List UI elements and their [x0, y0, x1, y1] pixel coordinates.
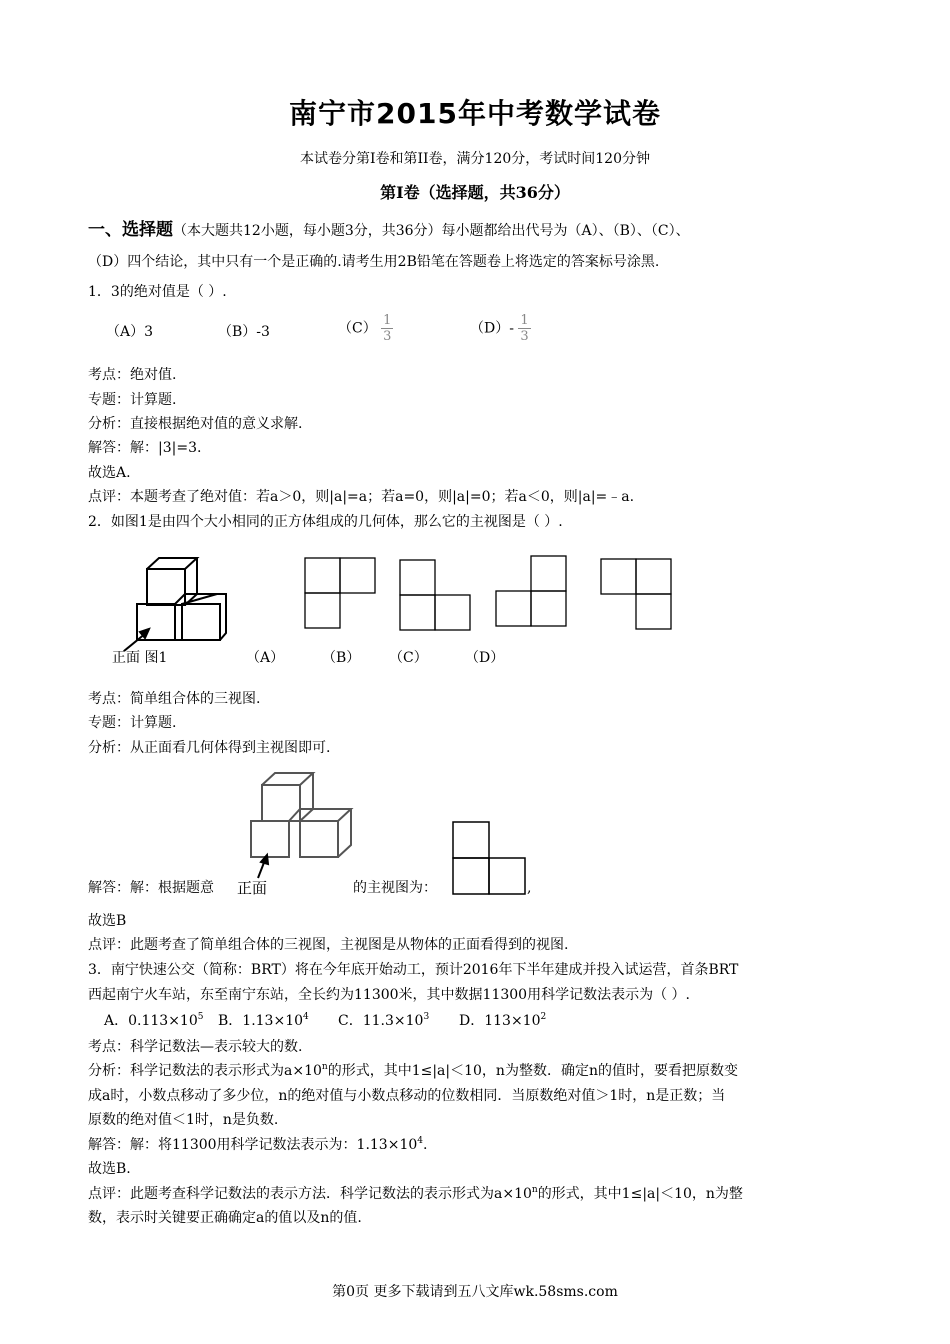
fraction-numerator: 1 — [520, 313, 529, 328]
q2-fenxi: 分析：从正面看几何体得到主视图即可. — [88, 740, 331, 756]
q3-stem-line2: 西起南宁火车站，东至南宁东站，全长约为11300米，其中数据11300用科学记数法表示为（ ）. — [88, 987, 690, 1003]
q2-figure-caption: 正面 图1 — [112, 650, 168, 666]
q2-dianping: 点评：此题考查了简单组合体的三视图，主视图是从物体的正面看得到的视图. — [88, 937, 569, 953]
q1-dianping: 点评：本题考查了绝对值：若a＞0，则|a|=a；若a=0，则|a|=0；若a＜0，则|a|=﹣a. — [88, 489, 635, 505]
q2-jieda-post: 的主视图为： — [353, 880, 437, 896]
page-title: 南宁市2015年中考数学试卷 — [289, 97, 661, 130]
q2-option-c-label: （C） — [389, 650, 428, 666]
q3-option-a — [104, 1011, 203, 1031]
exponent: n — [531, 1185, 538, 1195]
section1-intro-line2: （D）四个结论，其中只有一个是正确的.请考生用2B铅笔在答题卷上将选定的答案标号涂黑. — [88, 254, 660, 270]
part1-heading: 第I卷（选择题，共36分） — [380, 183, 570, 202]
q2-kaodian: 考点：简单组合体的三视图. — [88, 691, 261, 707]
option-base: C．11.3×10 — [338, 1013, 424, 1029]
fraction-denominator: 3 — [383, 329, 392, 344]
text-run: 的形式，其中1≤|a|＜10，n为整数．确定n的值时，要看把原数变 — [327, 1063, 738, 1079]
answer-view — [453, 822, 525, 894]
q3-fenxi-line3: 原数的绝对值＜1时，n是负数. — [88, 1112, 279, 1128]
q1-jieda: 解答：解：|3|=3. — [88, 440, 202, 456]
exponent: 4 — [417, 1136, 423, 1146]
q2-zhuanti: 专题：计算题. — [88, 715, 177, 731]
q1-guxuan: 故选A. — [88, 465, 131, 481]
q1-zhuanti: 专题：计算题. — [88, 392, 177, 408]
exponent: n — [321, 1062, 328, 1072]
text-run: 解答：解：将11300用科学记数法表示为：1.13×10 — [88, 1137, 418, 1153]
text-run: 点评：此题考查科学记数法的表示方法．科学记数法的表示形式为a×10 — [88, 1186, 532, 1202]
text-run: 分析：科学记数法的表示形式为a×10 — [88, 1063, 322, 1079]
q2-jieda-end: , — [527, 880, 532, 896]
q3-dianping-line2: 数，表示时关键要正确确定a的值以及n的值. — [88, 1210, 362, 1226]
text-run: . — [423, 1137, 428, 1153]
text-run: 的形式，其中1≤|a|＜10，n为整 — [537, 1186, 743, 1202]
section1-heading: 一、选择题 — [88, 220, 173, 240]
q3-option-b — [218, 1011, 309, 1031]
q3-kaodian: 考点：科学记数法—表示较大的数. — [88, 1039, 303, 1055]
q2-option-a-label: （A） — [246, 650, 285, 666]
q2-option-b-label: （B） — [322, 650, 361, 666]
q3-dianping-line1 — [88, 1184, 743, 1204]
q1-fenxi: 分析：直接根据绝对值的意义求解. — [88, 416, 303, 432]
q1-stem: 1．3的绝对值是（ ）. — [88, 284, 227, 300]
q1-option-a: （A）3 — [106, 324, 154, 340]
option-base: D．113×10 — [459, 1013, 541, 1029]
q3-option-c — [338, 1011, 429, 1031]
q1-kaodian: 考点：绝对值. — [88, 367, 177, 383]
q3-option-d — [459, 1011, 546, 1031]
q1-option-c-label: （C） — [338, 320, 377, 337]
section1-intro-line1: （本大题共12小题，每小题3分，共36分）每小题都给出代号为（A）、（B）、（C）、 — [173, 223, 690, 239]
q1-option-b: （B）-3 — [218, 324, 270, 340]
q3-fenxi-line1 — [88, 1061, 738, 1081]
q2-jieda-pre: 解答：解：根据题意 — [88, 880, 214, 896]
q2-jieda-front-label: 正面 — [237, 879, 268, 897]
fraction-denominator: 3 — [520, 329, 529, 344]
q1-option-d-label: （D）- — [470, 320, 514, 337]
q3-guxuan: 故选B. — [88, 1161, 131, 1177]
q3-fenxi-line2: 成a时，小数点移动了多少位，n的绝对值与小数点移动的位数相同．当原数绝对值＞1时，n是正数；当 — [88, 1088, 726, 1104]
subtitle: 本试卷分第I卷和第II卷，满分120分，考试时间120分钟 — [299, 151, 651, 167]
page-footer: 第0页 更多下载请到五八文库wk.58sms.com — [332, 1284, 618, 1300]
option-exponent: 2 — [540, 1012, 547, 1022]
option-exponent: 3 — [423, 1012, 430, 1022]
q3-jieda — [88, 1135, 427, 1155]
q2-guxuan: 故选B — [88, 913, 127, 929]
option-base: A．0.113×10 — [104, 1013, 198, 1029]
option-base: B．1.13×10 — [218, 1013, 304, 1029]
q2-option-d-label: （D） — [465, 650, 505, 666]
q3-stem-line1: 3．南宁快速公交（简称：BRT）将在今年底开始动工，预计2016年下半年建成并投入试运营，首条BRT — [88, 962, 739, 978]
q2-stem: 2．如图1是由四个大小相同的正方体组成的几何体，那么它的主视图是（ ）. — [88, 514, 563, 530]
fraction-numerator: 1 — [383, 313, 392, 328]
option-exponent: 5 — [197, 1012, 204, 1022]
option-exponent: 4 — [303, 1012, 309, 1022]
